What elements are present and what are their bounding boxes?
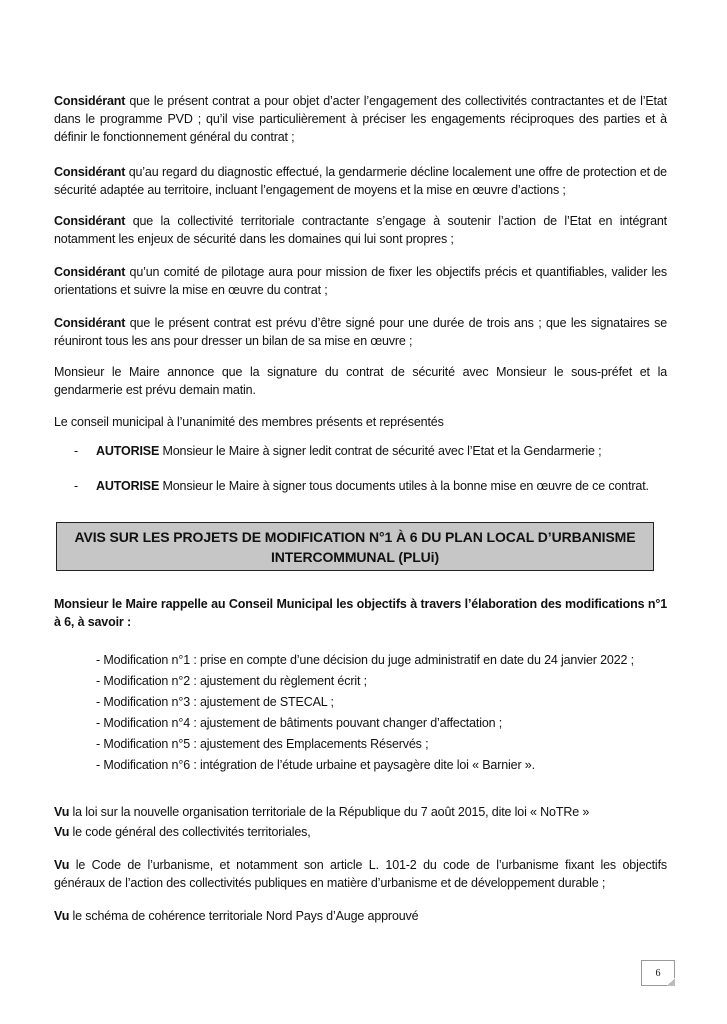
vu-paragraph — [54, 907, 667, 925]
vu-text: le Code de l’urbanisme, et notamment son article L. 101-2 du code de l’urbanisme fixant les objectifs généraux de l’action des collectivités publiques en matière d’urbanisme et de développement durable ; — [54, 858, 667, 890]
decision-text: Monsieur le Maire à signer tous documents utiles à la bonne mise en œuvre de ce contrat. — [159, 479, 649, 493]
vu-text: la loi sur la nouvelle organisation territoriale de la République du 7 août 2015, dite loi « NoTRe » — [69, 805, 590, 819]
considerant-paragraph — [54, 263, 667, 299]
conseil-vote: Le conseil municipal à l’unanimité des membres présents et représentés — [54, 415, 444, 429]
considerant-lead: Considérant — [54, 94, 126, 108]
vu-text: le code général des collectivités territoriales, — [69, 825, 311, 839]
vu-paragraph — [54, 823, 667, 841]
list-item: - Modification n°4 : ajustement de bâtiments pouvant changer d’affectation ; — [96, 716, 503, 730]
list-item: - Modification n°5 : ajustement des Emplacements Réservés ; — [96, 737, 429, 751]
considerant-text: que la collectivité territoriale contractante s’engage à soutenir l’action de l’Etat en intégrant notamment les enjeux de sécurité dans les domaines qui lui sont propres ; — [54, 214, 667, 246]
vu-text: le schéma de cohérence territoriale Nord Pays d’Auge approuvé — [69, 909, 419, 923]
decision-lead: AUTORISE — [96, 444, 160, 458]
modifications-list — [96, 650, 634, 776]
list-item: - Modification n°1 : prise en compte d’une décision du juge administratif en date du 24 janvier 2022 ; — [96, 653, 634, 667]
vu-lead: Vu — [54, 909, 70, 923]
vu-lead: Vu — [54, 805, 70, 819]
considerant-paragraph — [54, 92, 667, 146]
considerant-paragraph — [54, 212, 667, 248]
considerant-paragraph — [54, 163, 667, 199]
intro-paragraph: Monsieur le Maire rappelle au Conseil Municipal les objectifs à travers l’élaboration des modifications n°1 à 6, à savoir : — [54, 597, 667, 629]
considerant-text: que le présent contrat a pour objet d’acter l’engagement des collectivités contractantes et de l’Etat dans le programme PVD ; qu’il vise particulièrement à préciser les engagements réciproques des parties et à définir le fonctionnement général du contrat ; — [54, 94, 667, 144]
considerant-text: qu’au regard du diagnostic effectué, la gendarmerie décline localement une offre de protection et de sécurité adaptée au territoire, incluant l’engagement de moyens et la mise en œuvre d’actions ; — [54, 165, 667, 197]
list-item: - Modification n°6 : intégration de l’étude urbaine et paysagère dite loi « Barnier ». — [96, 758, 535, 772]
decision-lead: AUTORISE — [96, 479, 160, 493]
maire-annonce: Monsieur le Maire annonce que la signature du contrat de sécurité avec Monsieur le sous-préfet et la gendarmerie est prévu demain matin. — [54, 365, 667, 397]
considerant-lead: Considérant — [54, 265, 126, 279]
vu-lead: Vu — [54, 858, 70, 872]
considerant-lead: Considérant — [54, 316, 126, 330]
bullet-dash: - — [74, 444, 79, 458]
section-title-line: INTERCOMMUNAL (PLUi) — [270, 549, 440, 565]
vu-paragraph — [54, 856, 667, 892]
considerant-text: qu’un comité de pilotage aura pour mission de fixer les objectifs précis et quantifiables, valider les orientations et suivre la mise en œuvre du contrat ; — [54, 265, 667, 297]
bullet-dash: - — [74, 479, 79, 493]
considerant-paragraph — [54, 314, 667, 350]
considerant-lead: Considérant — [54, 214, 126, 228]
section-title-line: AVIS SUR LES PROJETS DE MODIFICATION N°1 À 6 DU PLAN LOCAL D’URBANISME — [74, 529, 636, 545]
considerant-lead: Considérant — [54, 165, 126, 179]
page-number: 6 — [641, 960, 675, 986]
list-item: - Modification n°2 : ajustement du règlement écrit ; — [96, 674, 367, 688]
vu-paragraph — [54, 803, 667, 821]
list-item: - Modification n°3 : ajustement de STECAL ; — [96, 695, 334, 709]
section-heading — [56, 522, 654, 571]
decision-bullet — [74, 477, 667, 495]
decision-text: Monsieur le Maire à signer ledit contrat de sécurité avec l’Etat et la Gendarmerie ; — [159, 444, 602, 458]
decision-bullet — [74, 442, 667, 460]
considerant-text: que le présent contrat est prévu d’être signé pour une durée de trois ans ; que les signataires se réuniront tous les ans pour dresser un bilan de sa mise en œuvre ; — [54, 316, 667, 348]
vu-lead: Vu — [54, 825, 70, 839]
